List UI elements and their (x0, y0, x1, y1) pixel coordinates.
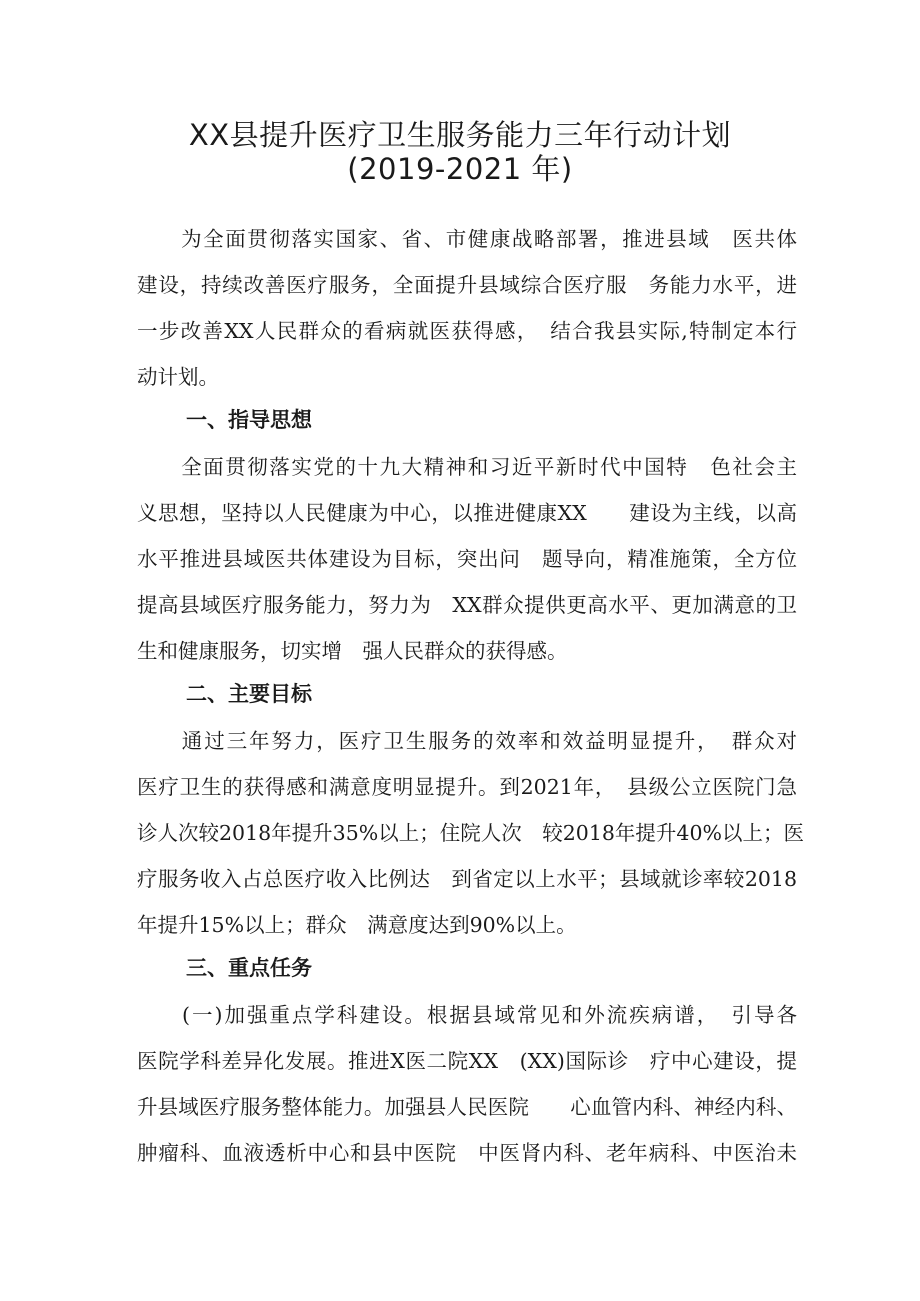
paragraph-line: 疗服务收入占总医疗收入比例达 到省定以上水平；县域就诊率较2018 (137, 867, 797, 891)
paragraph-line: 水平推进县域医共体建设为目标，突出问 题导向，精准施策，全方位 (137, 547, 797, 571)
paragraph-line: 一步改善XX人民群众的看病就医获得感， 结合我县实际,特制定本行 (137, 319, 797, 343)
paragraph-line: 提高县域医疗服务能力，努力为 XX群众提供更高水平、更加满意的卫 (137, 593, 797, 617)
paragraph-line: 升县域医疗服务整体能力。加强县人民医院 心血管内科、神经内科、 (137, 1095, 797, 1119)
document-title: XX县提升医疗卫生服务能力三年行动计划 (188, 118, 732, 152)
document-subtitle: (2019-2021 年) (347, 152, 573, 186)
paragraph-line: 义思想，坚持以人民健康为中心，以推进健康XX 建设为主线，以高 (137, 501, 797, 525)
section-heading: 一、指导思想 (186, 408, 312, 432)
paragraph-line: 为全面贯彻落实国家、省、市健康战略部署，推进县域 医共体 (137, 227, 797, 251)
paragraph-line: 医院学科差异化发展。推进X医二院XX (XX)国际诊 疗中心建设，提 (137, 1049, 797, 1073)
paragraph-line: 全面贯彻落实党的十九大精神和习近平新时代中国特 色社会主 (137, 455, 797, 479)
section-heading: 二、主要目标 (186, 682, 312, 706)
section-heading: 三、重点任务 (186, 956, 312, 980)
paragraph-line: 肿瘤科、血液透析中心和县中医院 中医肾内科、老年病科、中医治未 (137, 1141, 797, 1165)
paragraph-line: 动计划。 (137, 365, 219, 389)
paragraph-line: 年提升15%以上；群众 满意度达到90%以上。 (137, 913, 577, 937)
paragraph-line: 通过三年努力，医疗卫生服务的效率和效益明显提升， 群众对 (137, 729, 797, 753)
paragraph-line: (一)加强重点学科建设。根据县域常见和外流疾病谱， 引导各 (137, 1003, 797, 1027)
paragraph-line: 生和健康服务，切实增 强人民群众的获得感。 (137, 639, 568, 663)
paragraph-line: 建设，持续改善医疗服务，全面提升县域综合医疗服 务能力水平，进 (137, 273, 797, 297)
paragraph-line: 诊人次较2018年提升35%以上；住院人次 较2018年提升40%以上；医 (137, 821, 804, 845)
paragraph-line: 医疗卫生的获得感和满意度明显提升。到2021年， 县级公立医院门急 (137, 775, 797, 799)
